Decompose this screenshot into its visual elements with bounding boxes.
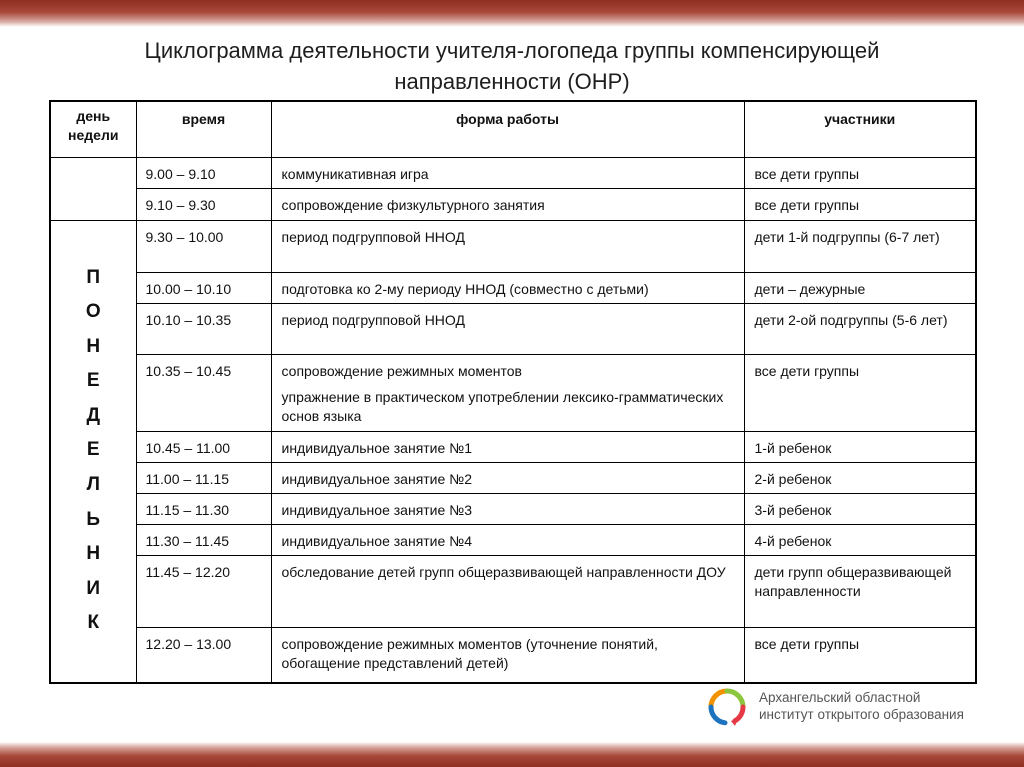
time-cell: 11.30 – 11.45 — [136, 524, 271, 555]
table-row — [50, 354, 976, 431]
form-cell: индивидуальное занятие №3 — [271, 493, 744, 524]
table-row — [50, 555, 976, 627]
institute-logo-icon — [705, 687, 749, 727]
form-cell: сопровождение режимных моментов (уточнение понятий, обогащение представлений детей) — [271, 627, 744, 683]
footer-branding — [705, 686, 1015, 726]
table-row — [50, 272, 976, 303]
table-row — [50, 220, 976, 272]
form-text-secondary: упражнение в практическом употреблении лексико-грамматических основ языка — [281, 388, 724, 424]
institute-name — [759, 689, 964, 723]
header-day-line-2: недели — [68, 127, 119, 143]
form-text: сопровождение режимных моментов — [281, 362, 522, 379]
participants-cell: 1-й ребенок — [744, 431, 976, 462]
form-cell: обследование детей групп общеразвивающей направленности ДОУ — [271, 555, 744, 627]
page-title — [40, 35, 984, 97]
day-letter: П — [86, 266, 101, 288]
table-row — [50, 157, 976, 188]
title-line-2: направленности (ОНР) — [394, 69, 630, 94]
day-letter: Д — [86, 404, 101, 426]
header-form: форма работы — [271, 101, 744, 157]
participants-cell: все дети группы — [744, 188, 976, 220]
header-participants: участники — [744, 101, 976, 157]
table-row — [50, 188, 976, 220]
schedule-table — [49, 100, 977, 684]
participants-cell: 4-й ребенок — [744, 524, 976, 555]
time-cell: 9.30 – 10.00 — [136, 220, 271, 272]
time-cell: 10.45 – 11.00 — [136, 431, 271, 462]
time-cell: 12.20 – 13.00 — [136, 627, 271, 683]
day-letter: Е — [86, 439, 100, 461]
time-cell: 11.45 – 12.20 — [136, 555, 271, 627]
time-cell: 10.00 – 10.10 — [136, 272, 271, 303]
header-day — [50, 101, 136, 157]
header-day-line-1: день — [76, 108, 111, 124]
time-cell: 10.35 – 10.45 — [136, 354, 271, 431]
form-cell: коммуникативная игра — [271, 157, 744, 188]
day-letter: Ь — [86, 508, 101, 530]
header-time: время — [136, 101, 271, 157]
form-cell: период подгрупповой ННОД — [271, 303, 744, 354]
day-vertical-label — [51, 261, 136, 642]
form-cell — [271, 354, 744, 431]
form-cell: индивидуальное занятие №4 — [271, 524, 744, 555]
time-cell: 11.00 – 11.15 — [136, 462, 271, 493]
table-row — [50, 524, 976, 555]
participants-cell: 2-й ребенок — [744, 462, 976, 493]
participants-cell: все дети группы — [744, 627, 976, 683]
time-cell: 9.10 – 9.30 — [136, 188, 271, 220]
participants-cell: дети 2-ой подгруппы (5-6 лет) — [744, 303, 976, 354]
time-cell: 10.10 – 10.35 — [136, 303, 271, 354]
participants-cell: все дети группы — [744, 354, 976, 431]
table-row — [50, 303, 976, 354]
title-line-1: Циклограмма деятельности учителя-логопеда группы компенсирующей — [144, 38, 880, 63]
table-row — [50, 493, 976, 524]
day-letter: И — [86, 577, 101, 599]
participants-cell: все дети группы — [744, 157, 976, 188]
form-cell: сопровождение физкультурного занятия — [271, 188, 744, 220]
top-decorative-bar — [0, 0, 1024, 27]
participants-cell: дети групп общеразвивающей направленности — [744, 555, 976, 627]
form-cell: индивидуальное занятие №1 — [271, 431, 744, 462]
participants-cell: дети 1-й подгруппы (6-7 лет) — [744, 220, 976, 272]
institute-name-line-1: Архангельский областной — [759, 690, 921, 705]
time-cell: 9.00 – 9.10 — [136, 157, 271, 188]
day-letter: Е — [86, 370, 100, 392]
participants-cell: дети – дежурные — [744, 272, 976, 303]
bottom-decorative-bar — [0, 742, 1024, 767]
day-letter: К — [87, 612, 100, 634]
form-cell: подготовка ко 2-му периоду ННОД (совместно с детьми) — [271, 272, 744, 303]
form-cell: период подгрупповой ННОД — [271, 220, 744, 272]
header-row — [50, 101, 976, 157]
table-row — [50, 431, 976, 462]
form-cell: индивидуальное занятие №2 — [271, 462, 744, 493]
day-letter: Н — [86, 543, 101, 565]
day-cell-empty — [50, 157, 136, 220]
time-cell: 11.15 – 11.30 — [136, 493, 271, 524]
day-cell-monday — [50, 220, 136, 683]
day-letter: О — [85, 301, 101, 323]
institute-name-line-2: институт открытого образования — [759, 707, 964, 722]
day-letter: Л — [86, 474, 100, 496]
day-letter: Н — [86, 335, 101, 357]
table-row — [50, 462, 976, 493]
table-row — [50, 627, 976, 683]
participants-cell: 3-й ребенок — [744, 493, 976, 524]
